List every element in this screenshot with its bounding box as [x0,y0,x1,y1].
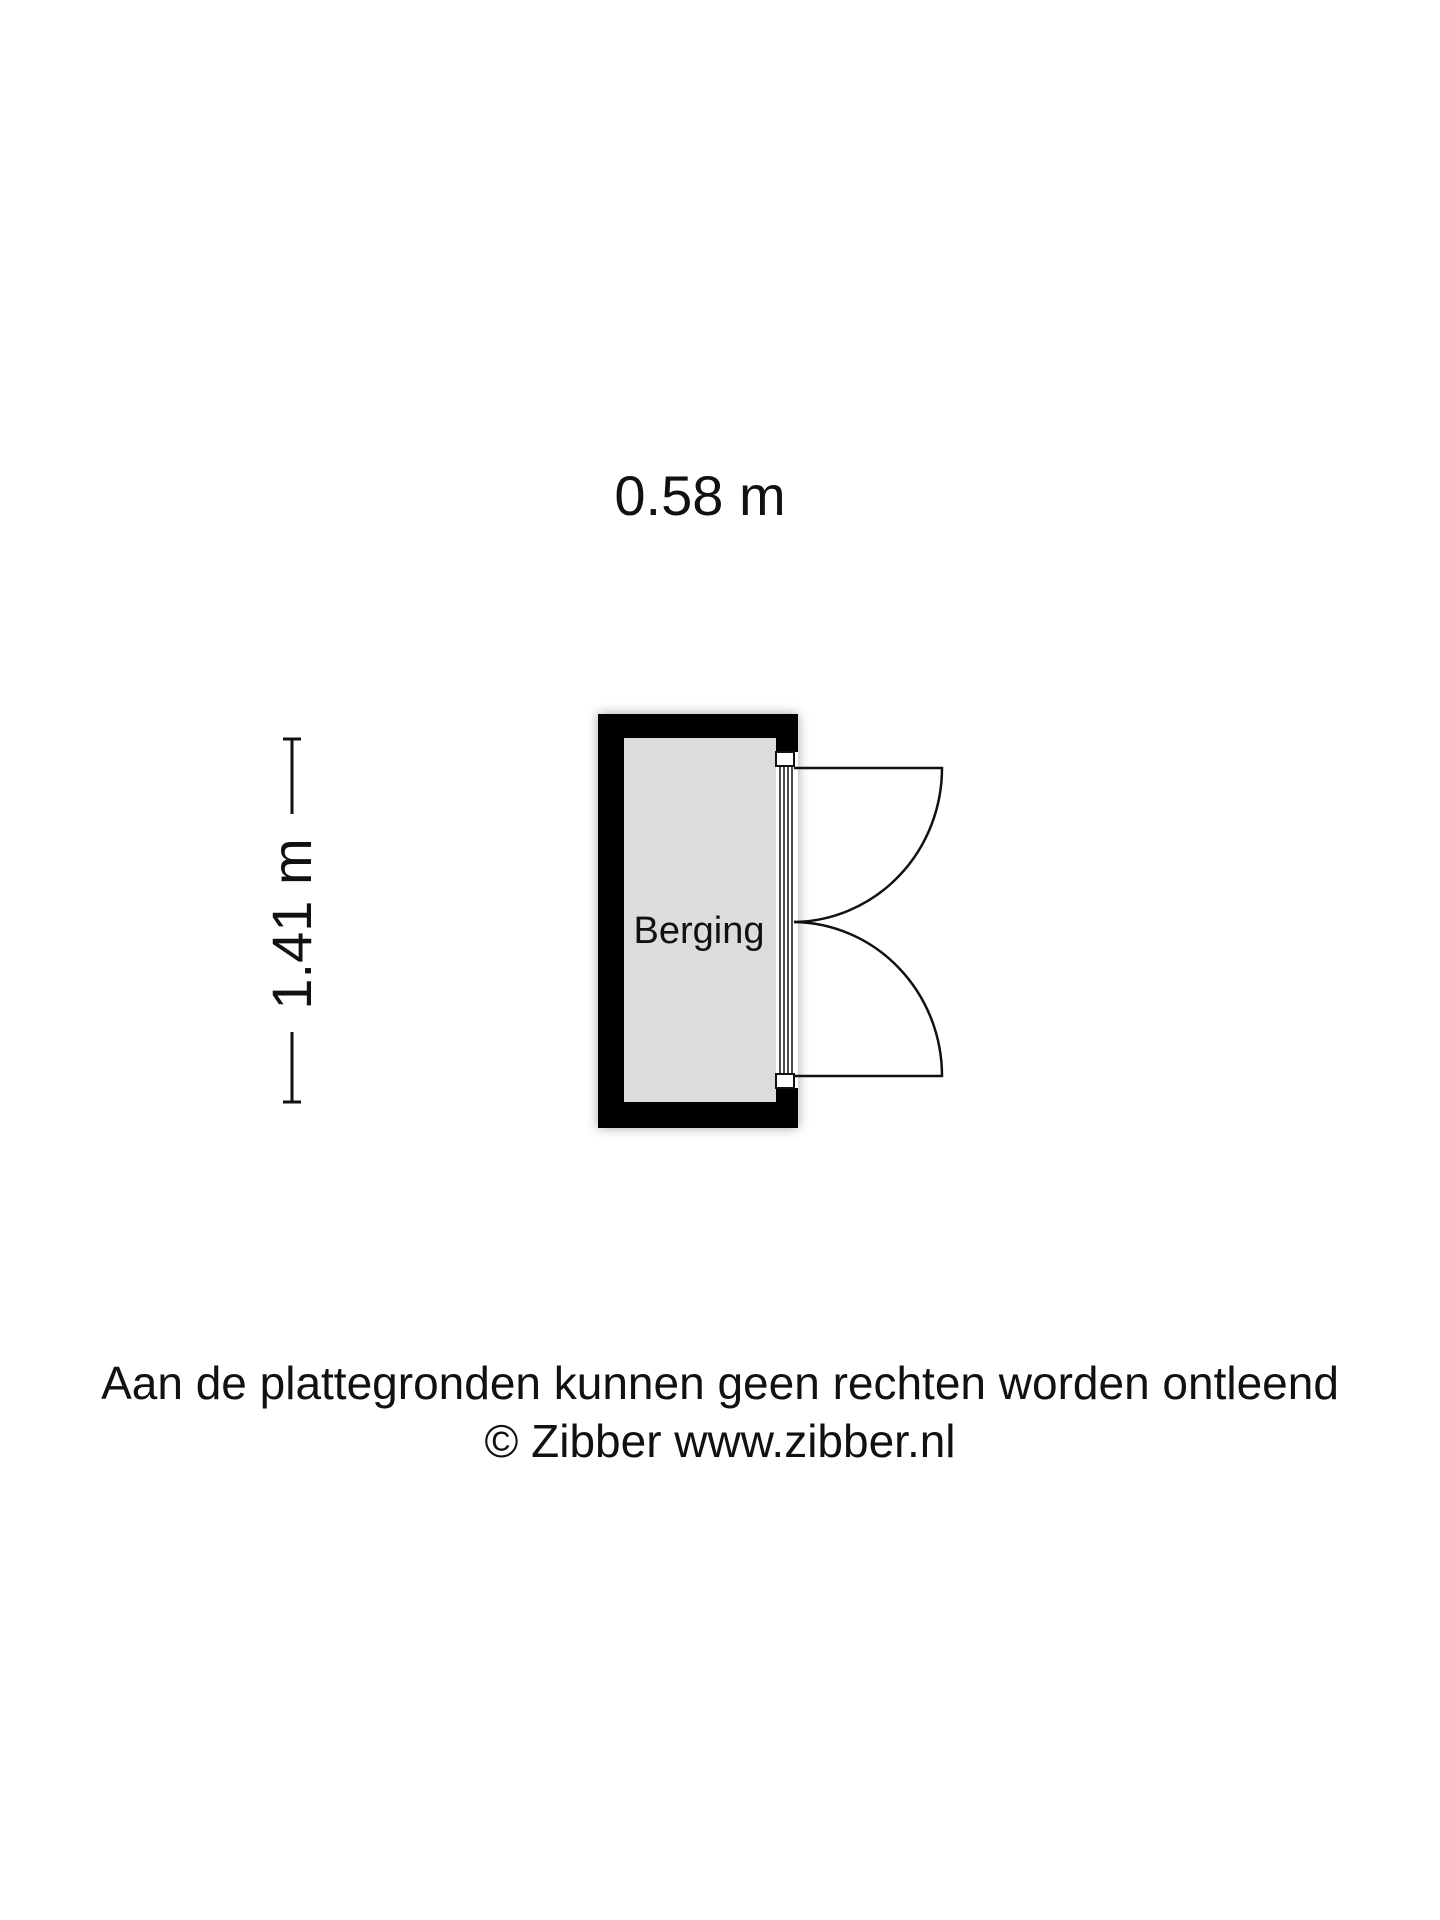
height-dimension-label: 1.41 m [260,838,323,1010]
copyright-text: © Zibber www.zibber.nl [484,1415,956,1467]
disclaimer-text: Aan de plattegronden kunnen geen rechten worden ontleend [101,1357,1339,1409]
door-swing-lower [794,922,942,1076]
footer [0,1354,1440,1470]
room-label-berging: Berging [633,910,765,952]
width-dimension-label: 0.58 m [614,464,786,527]
door-frame-top [776,752,794,766]
door-frame-bottom [776,1074,794,1088]
door-swing-upper [794,768,942,922]
door-swing-arcs [794,768,942,1076]
